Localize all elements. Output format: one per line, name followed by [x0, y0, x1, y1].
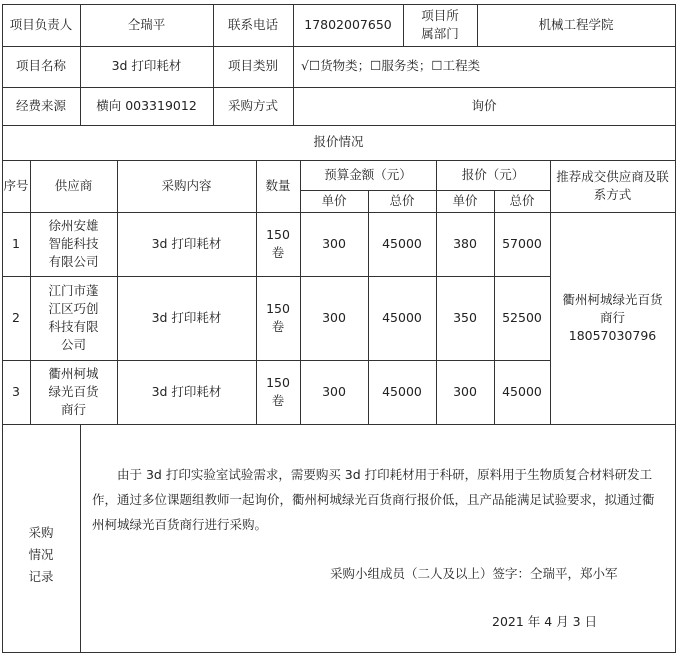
- category-value: √☐货物类；☐服务类；☐工程类: [301, 58, 481, 74]
- row1-content: 3d 打印耗材: [151, 235, 222, 251]
- row2-content: 3d 打印耗材: [151, 309, 222, 325]
- col-seq: 序号: [3, 177, 29, 193]
- recommend-cell: [550, 212, 675, 424]
- phone-value: 17802007650: [304, 16, 392, 32]
- recommend-phone: 18057030796: [568, 328, 657, 344]
- row2-budget-total: 45000: [382, 309, 422, 325]
- recommend-name: 衢州柯城绿光百货商行: [562, 291, 663, 325]
- row3-offer-unit: 300: [453, 383, 477, 399]
- section-title: 报价情况: [313, 134, 364, 150]
- row1-budget-total: 45000: [382, 235, 422, 251]
- row3-offer-total: 45000: [502, 383, 542, 399]
- row1-seq: 1: [12, 235, 20, 251]
- funding-value: 横向 003319012: [96, 97, 197, 113]
- row3-budget-unit: 300: [322, 383, 346, 399]
- row1-budget-unit: 300: [322, 235, 346, 251]
- row3-qty: 150卷: [266, 374, 290, 408]
- signature-line: 采购小组成员（二人及以上）签字：仝瑞平，郑小军: [330, 566, 618, 581]
- leader-label: 项目负责人: [9, 16, 73, 32]
- col-supplier: 供应商: [54, 177, 93, 193]
- name-label: 项目名称: [15, 58, 66, 74]
- row2-supplier: 江门市蓬江区巧创科技有限公司: [48, 282, 99, 353]
- row3-content: 3d 打印耗材: [151, 383, 222, 399]
- col-qty: 数量: [265, 177, 291, 193]
- dept-label: 项目所属部门: [421, 7, 459, 41]
- col-line: [675, 4, 676, 653]
- record-date: 2021 年 4 月 3 日: [492, 614, 598, 629]
- record-label: 采购情况记录: [28, 525, 54, 584]
- row-line: [2, 424, 675, 425]
- row1-qty: 150卷: [266, 226, 290, 260]
- col-content: 采购内容: [161, 177, 212, 193]
- row1-offer-unit: 380: [453, 235, 477, 251]
- col-line: [403, 4, 404, 46]
- col-budget: 预算金额（元）: [324, 166, 412, 182]
- col-budget-unit: 单价: [321, 192, 347, 208]
- row1-supplier: 徐州安雄智能科技有限公司: [48, 217, 99, 270]
- leader-value: 仝瑞平: [127, 16, 166, 32]
- row3-seq: 3: [12, 383, 20, 399]
- row2-seq: 2: [12, 309, 20, 325]
- row3-budget-total: 45000: [382, 383, 422, 399]
- col-offer: 报价（元）: [461, 166, 525, 182]
- row2-budget-unit: 300: [322, 309, 346, 325]
- col-recommend: 推荐成交供应商及联系方式: [556, 168, 669, 202]
- category-label: 项目类别: [227, 58, 278, 74]
- record-paragraph: 由于 3d 打印实验室试验需求，需要购买 3d 打印耗材用于科研，原料用于生物质复合材料研发工作，通过多位课题组教师一起询价，衢州柯城绿光百货商行报价低，且产品能满足试验要求，拟通过衢州柯城绿光百货商行进行采购。: [92, 467, 655, 532]
- row2-qty: 150卷: [266, 300, 290, 334]
- row-line: [2, 652, 675, 653]
- dept-value: 机械工程学院: [538, 16, 614, 32]
- col-line: [80, 424, 81, 653]
- phone-label: 联系电话: [227, 16, 278, 32]
- row3-supplier: 衢州柯城绿光百货商行: [48, 365, 99, 418]
- row2-offer-total: 52500: [502, 309, 542, 325]
- method-label: 采购方式: [227, 97, 278, 113]
- method-value: 询价: [471, 97, 497, 113]
- col-offer-total: 总价: [509, 192, 535, 208]
- col-budget-total: 总价: [389, 192, 415, 208]
- row1-offer-total: 57000: [502, 235, 542, 251]
- col-offer-unit: 单价: [452, 192, 478, 208]
- name-value: 3d 打印耗材: [111, 58, 182, 74]
- row2-offer-unit: 350: [453, 309, 477, 325]
- funding-label: 经费来源: [15, 97, 66, 113]
